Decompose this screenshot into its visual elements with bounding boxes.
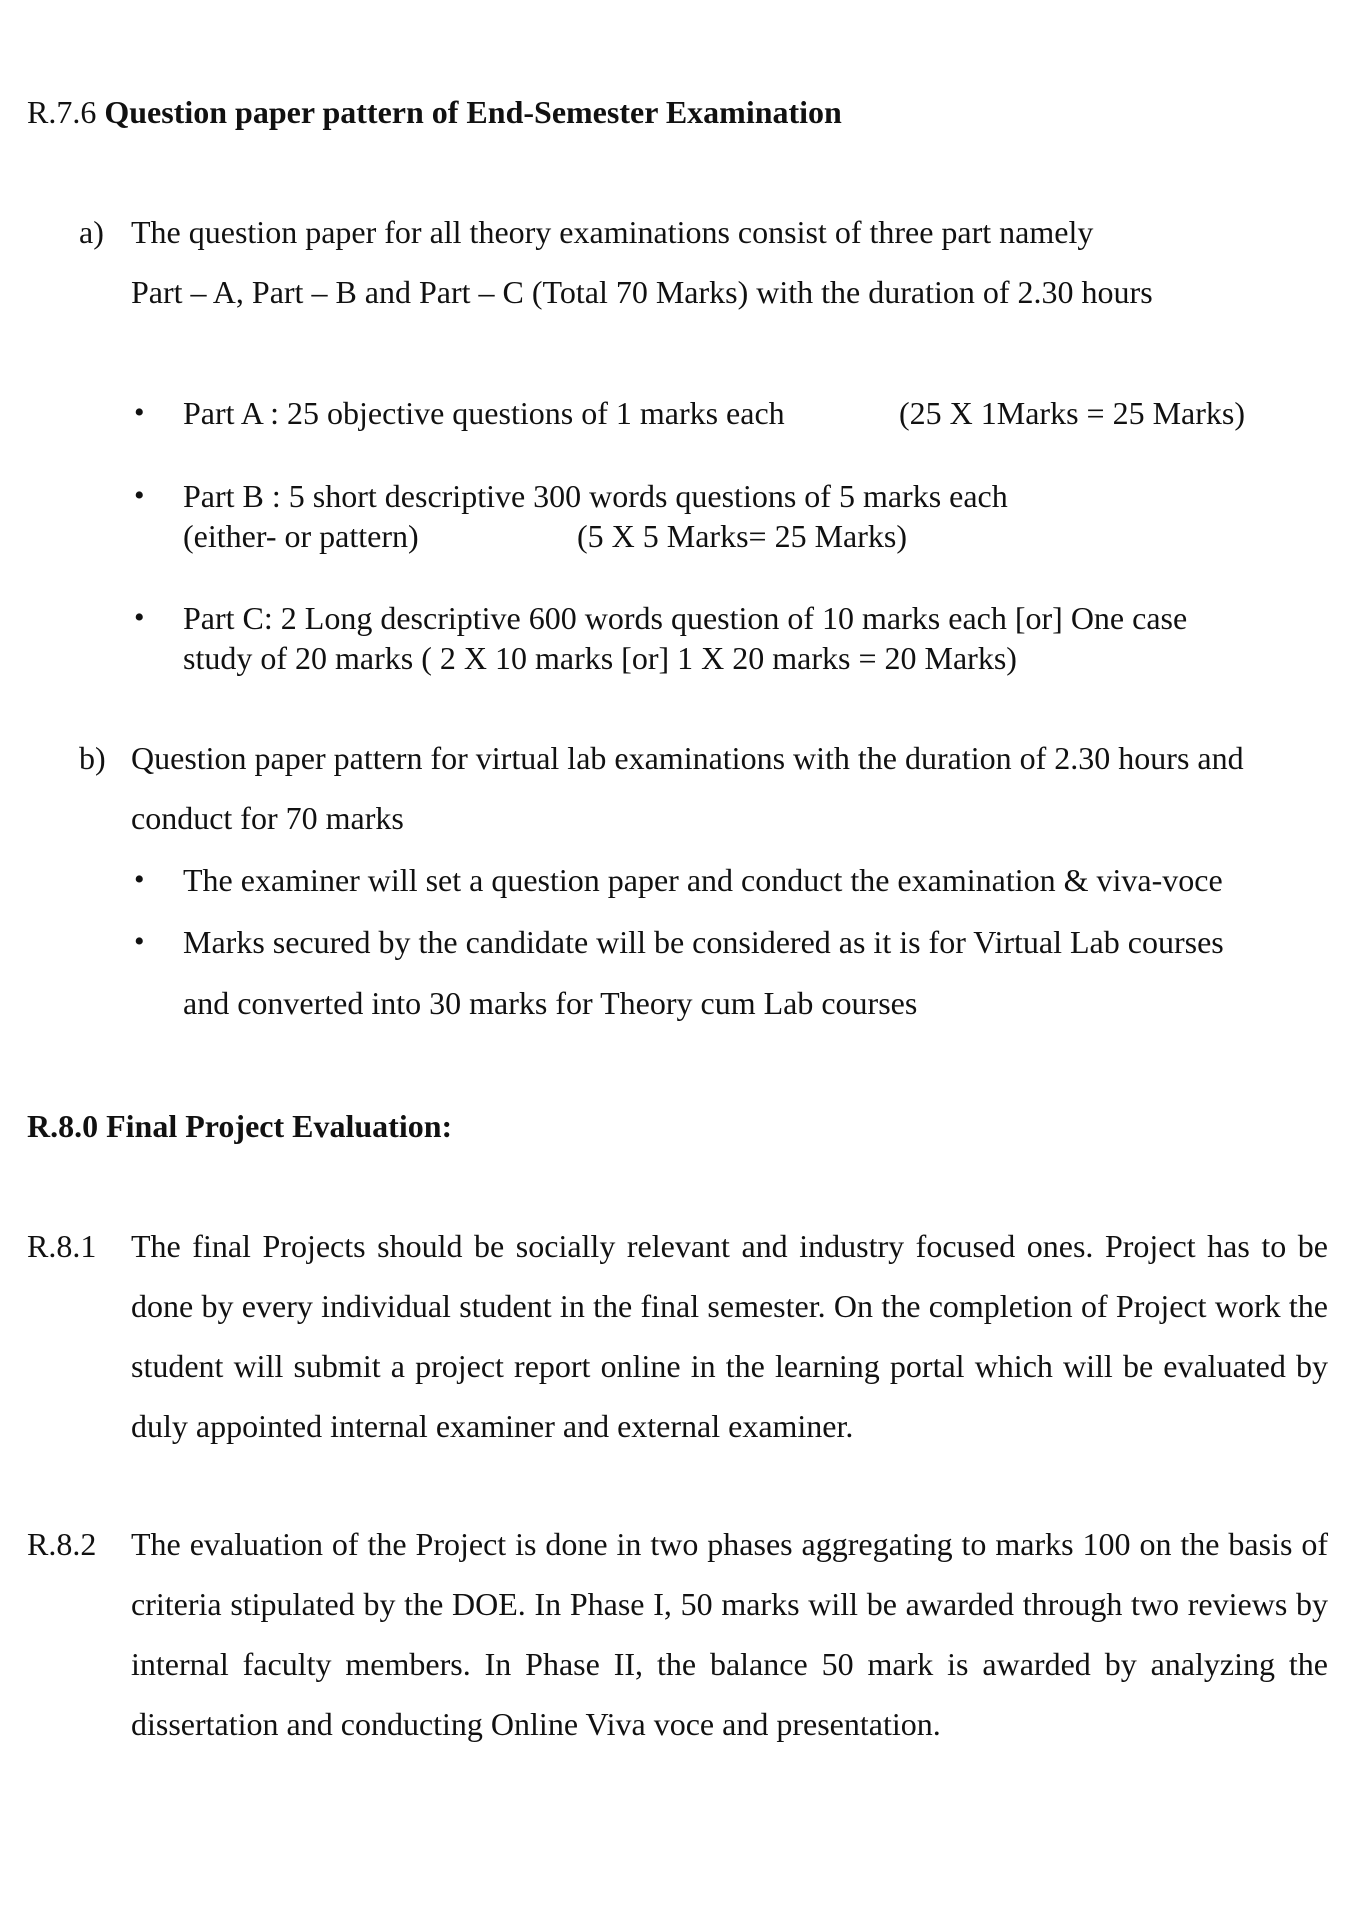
part-b-marks: (5 X 5 Marks= 25 Marks) [577, 518, 907, 554]
item-b-line-2: conduct for 70 marks [131, 800, 404, 836]
bullet-icon: • [134, 925, 145, 958]
section-title: Question paper pattern of End-Semester Examination [104, 94, 842, 130]
bullet-icon: • [134, 396, 145, 429]
section-heading-r80: R.8.0 Final Project Evaluation: [27, 1108, 453, 1144]
part-a-text: Part A : 25 objective questions of 1 marks each [183, 395, 785, 431]
part-b-line-1: Part B : 5 short descriptive 300 words questions of 5 marks each [183, 478, 1008, 514]
section-number: R.7.6 [27, 94, 97, 130]
clause-text-r82: The evaluation of the Project is done in two phases aggregating to marks 100 on the basis of criteria stipulated by the DOE. In Phase I, 50 marks will be awarded through two reviews by internal faculty members. In Phase II, the balance 50 mark is awarded by analyzing the dissertation and conducting Online Viva voce and presentation. [131, 1526, 1328, 1742]
item-b-bullet-2-line-1: Marks secured by the candidate will be considered as it is for Virtual Lab courses [183, 924, 1224, 960]
item-a-line-1: The question paper for all theory examinations consist of three part namely [131, 214, 1094, 250]
part-c-line-2: study of 20 marks ( 2 X 10 marks [or] 1 X 20 marks = 20 Marks) [183, 640, 1017, 676]
item-b-line-1: Question paper pattern for virtual lab examinations with the duration of 2.30 hours and [131, 740, 1244, 776]
item-b-bullet-1: The examiner will set a question paper and conduct the examination & viva-voce [183, 862, 1223, 898]
clause-number-r82: R.8.2 [27, 1526, 97, 1562]
clause-text-r81: The final Projects should be socially relevant and industry focused ones. Project has to be done by every individual student in the final semester. On the completion of Project work the student will submit a project report online in the learning portal which will be evaluated by duly appointed internal examiner and external examiner. [131, 1228, 1328, 1444]
bullet-icon: • [134, 479, 145, 512]
bullet-icon: • [134, 863, 145, 896]
bullet-icon: • [134, 601, 145, 634]
item-a-line-2: Part – A, Part – B and Part – C (Total 70 Marks) with the duration of 2.30 hours [131, 274, 1153, 310]
item-marker-b: b) [79, 740, 106, 776]
part-b-line-2: (either- or pattern) [183, 518, 419, 554]
clause-number-r81: R.8.1 [27, 1228, 97, 1264]
part-c-line-1: Part C: 2 Long descriptive 600 words question of 10 marks each [or] One case [183, 600, 1188, 636]
item-b-bullet-2-line-2: and converted into 30 marks for Theory cum Lab courses [183, 985, 918, 1021]
part-a-marks: (25 X 1Marks = 25 Marks) [899, 395, 1245, 431]
item-marker-a: a) [79, 214, 104, 250]
section-heading-r76 [27, 92, 842, 132]
